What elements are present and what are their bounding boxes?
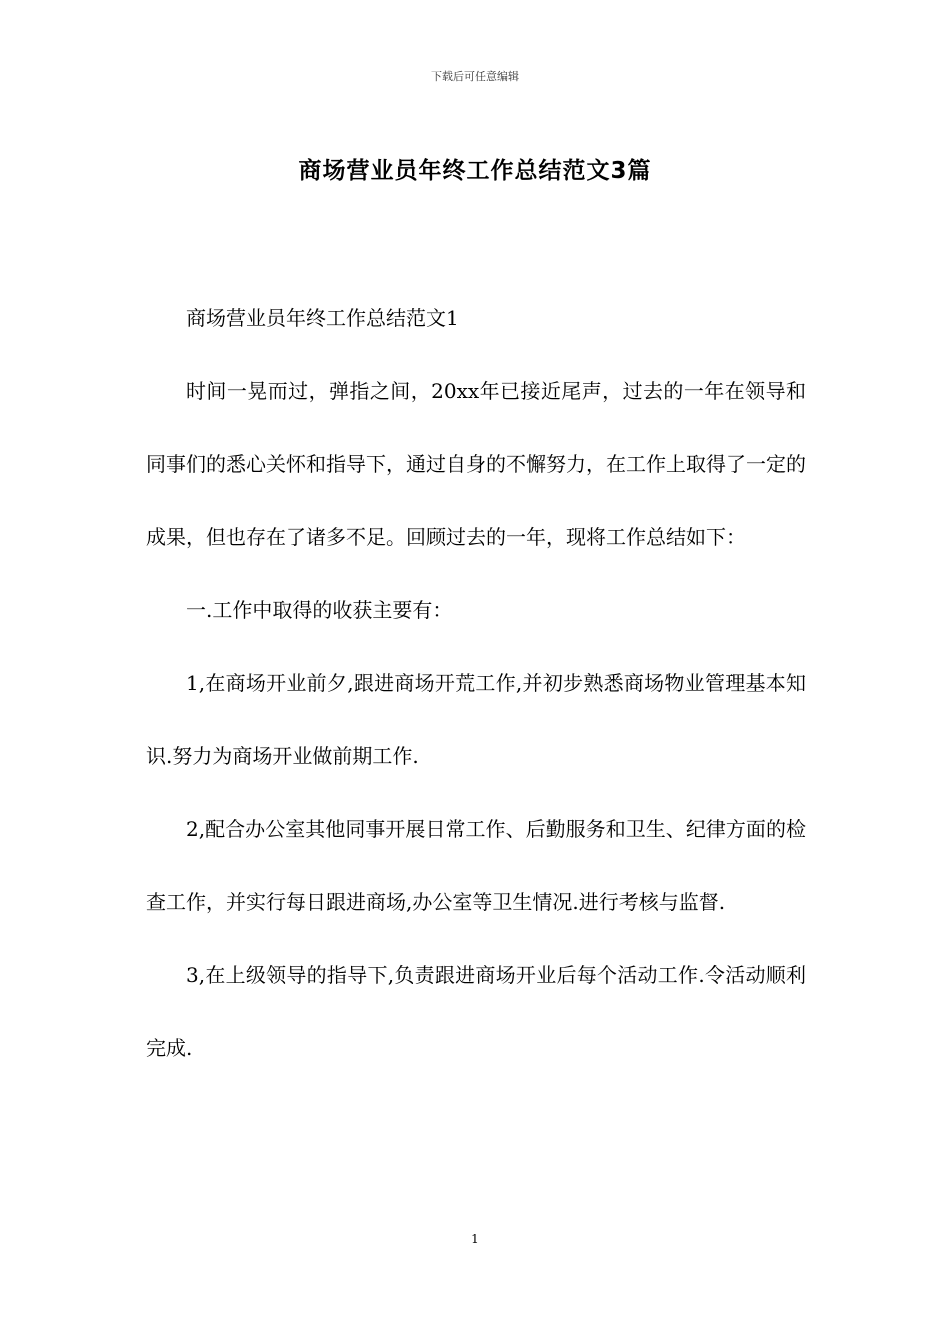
paragraph: 1,在商场开业前夕,跟进商场开荒工作,并初步熟悉商场物业管理基本知识.努力为商场开业做前期工作. [146, 671, 806, 768]
document-body [146, 282, 806, 1085]
paragraph: 3,在上级领导的指导下,负责跟进商场开业后每个活动工作.令活动顺利完成. [146, 963, 806, 1060]
section-heading: 商场营业员年终工作总结范文1 [186, 306, 459, 330]
page-number: 1 [471, 1232, 479, 1246]
paragraph: 一.工作中取得的收获主要有： [186, 598, 453, 622]
paragraph: 时间一晃而过，弹指之间，20xx年已接近尾声，过去的一年在领导和同事们的悉心关怀和指导下，通过自身的不懈努力，在工作上取得了一定的成果，但也存在了诸多不足。回顾过去的一年，现将工作总结如下： [146, 379, 806, 549]
header-note: 下载后可任意编辑 [431, 70, 519, 83]
paragraph: 2,配合办公室其他同事开展日常工作、后勤服务和卫生、纪律方面的检查工作，并实行每日跟进商场,办公室等卫生情况.进行考核与监督. [146, 817, 806, 914]
document-title: 商场营业员年终工作总结范文3篇 [298, 158, 652, 184]
